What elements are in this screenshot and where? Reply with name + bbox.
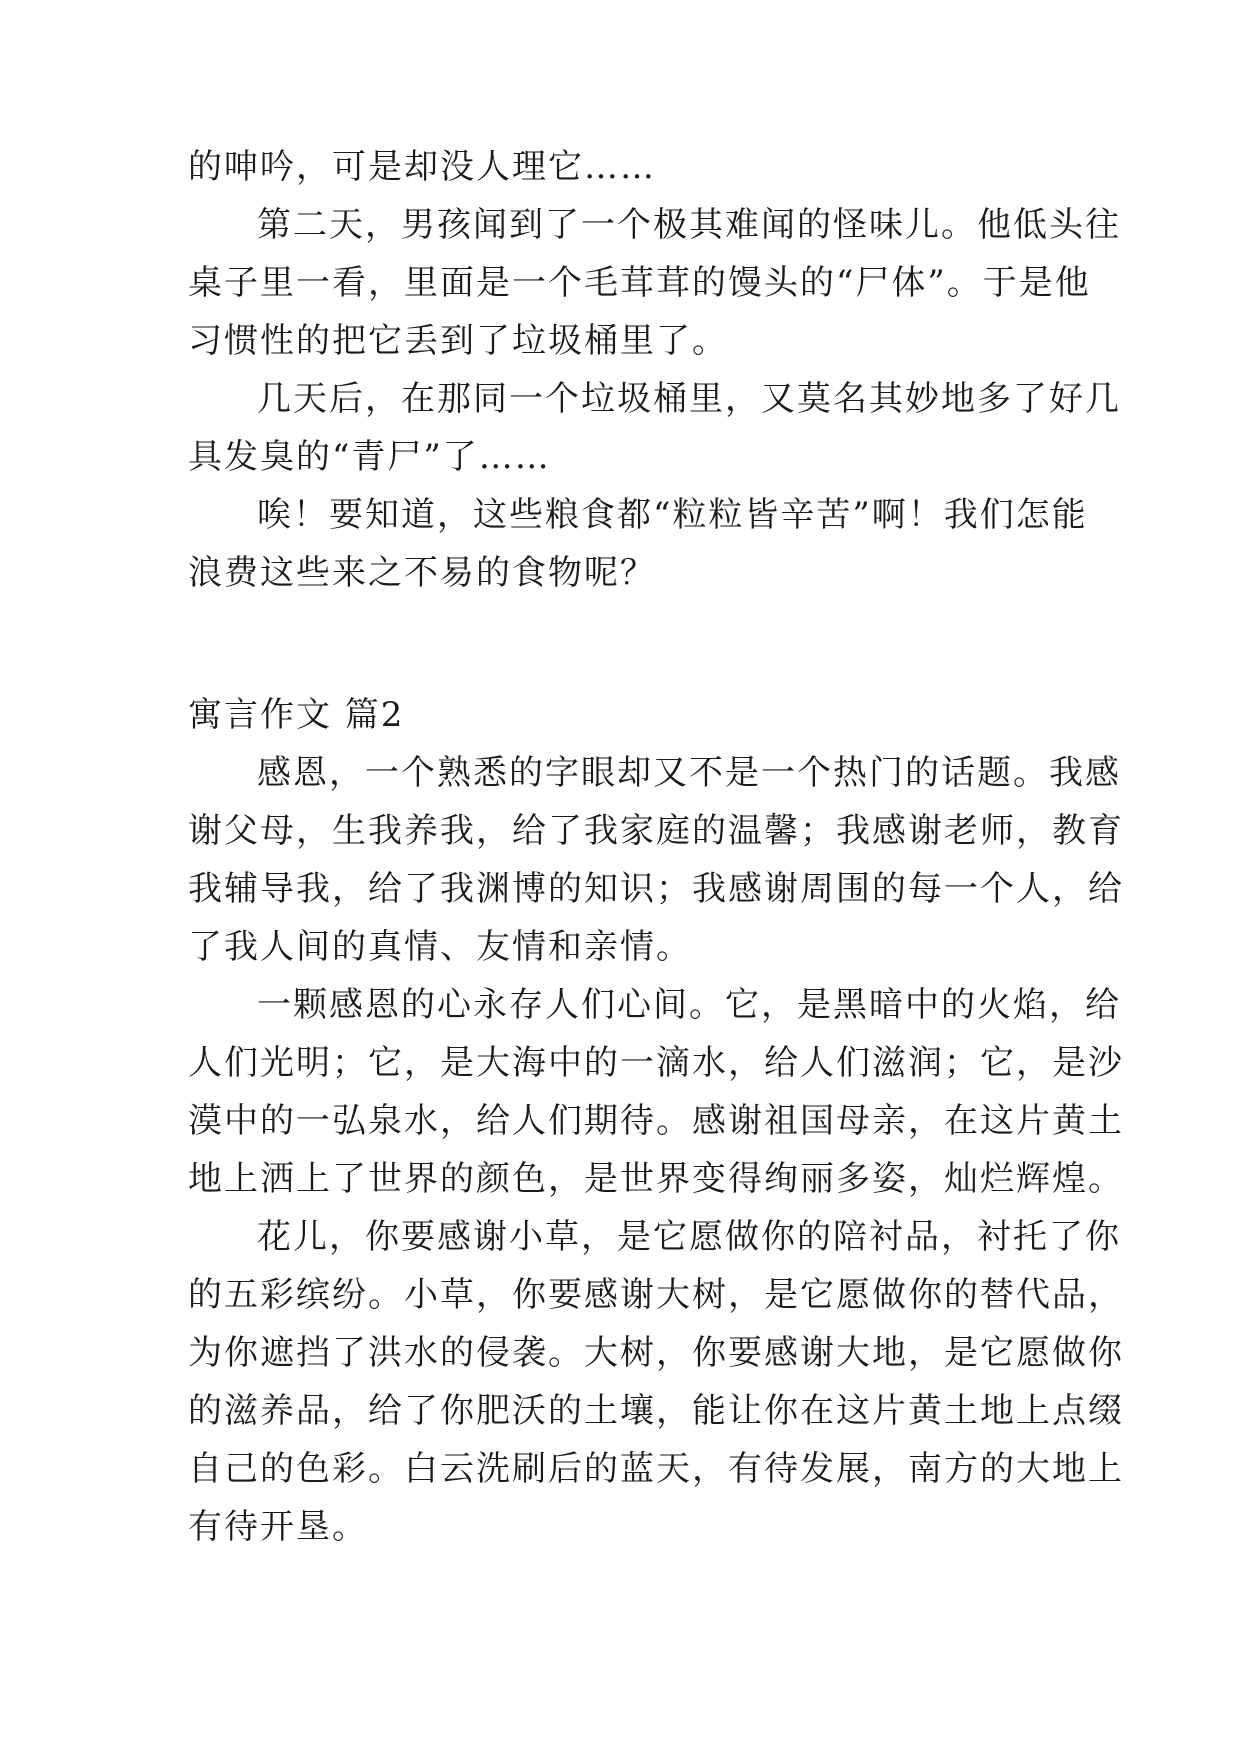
text-line: 习惯性的把它丢到了垃圾桶里了。 (188, 321, 728, 361)
text-line: 有待开垦。 (188, 1507, 368, 1547)
text-line: 的滋养品，给了你肥沃的土壤，能让你在这片黄土地上点缀 (188, 1391, 1124, 1431)
text-line: 桌子里一看，里面是一个毛茸茸的馒头的“尸体”。于是他 (188, 263, 1091, 303)
text-line: 一颗感恩的心永存人们心间。它，是黑暗中的火焰，给 (257, 985, 1121, 1025)
text-line: 唉！要知道，这些粮食都“粒粒皆辛苦”啊！我们怎能 (257, 495, 1088, 535)
text-line: 的五彩缤纷。小草，你要感谢大树，是它愿做你的替代品， (188, 1275, 1124, 1315)
text-line: 具发臭的“青尸”了…… (188, 437, 551, 477)
text-line: 自己的色彩。白云洗刷后的蓝天，有待发展，南方的大地上 (188, 1449, 1124, 1489)
text-line: 人们光明；它，是大海中的一滴水，给人们滋润；它，是沙 (188, 1043, 1124, 1083)
section-title: 寓言作文 篇2 (188, 695, 405, 735)
text-line: 浪费这些来之不易的食物呢？ (188, 553, 656, 593)
text-line: 为你遮挡了洪水的侵袭。大树，你要感谢大地，是它愿做你 (188, 1333, 1124, 1373)
essay-body (188, 744, 1124, 1556)
text-line: 地上洒上了世界的颜色，是世界变得绚丽多姿，灿烂辉煌。 (188, 1159, 1124, 1199)
text-line: 几天后，在那同一个垃圾桶里，又莫名其妙地多了好几 (257, 379, 1121, 419)
text-line: 感恩，一个熟悉的字眼却又不是一个热门的话题。我感 (257, 753, 1121, 793)
text-line: 谢父母，生我养我，给了我家庭的温馨；我感谢老师，教育 (188, 811, 1124, 851)
text-line: 漠中的一弘泉水，给人们期待。感谢祖国母亲，在这片黄土 (188, 1101, 1124, 1141)
text-line: 花儿，你要感谢小草，是它愿做你的陪衬品，衬托了你 (257, 1217, 1121, 1257)
text-line: 第二天，男孩闻到了一个极其难闻的怪味儿。他低头往 (257, 205, 1121, 245)
text-line: 的呻吟，可是却没人理它…… (188, 147, 656, 187)
story-continuation (188, 138, 1121, 602)
text-line: 了我人间的真情、友情和亲情。 (188, 927, 692, 967)
text-line: 我辅导我，给了我渊博的知识；我感谢周围的每一个人，给 (188, 869, 1124, 909)
